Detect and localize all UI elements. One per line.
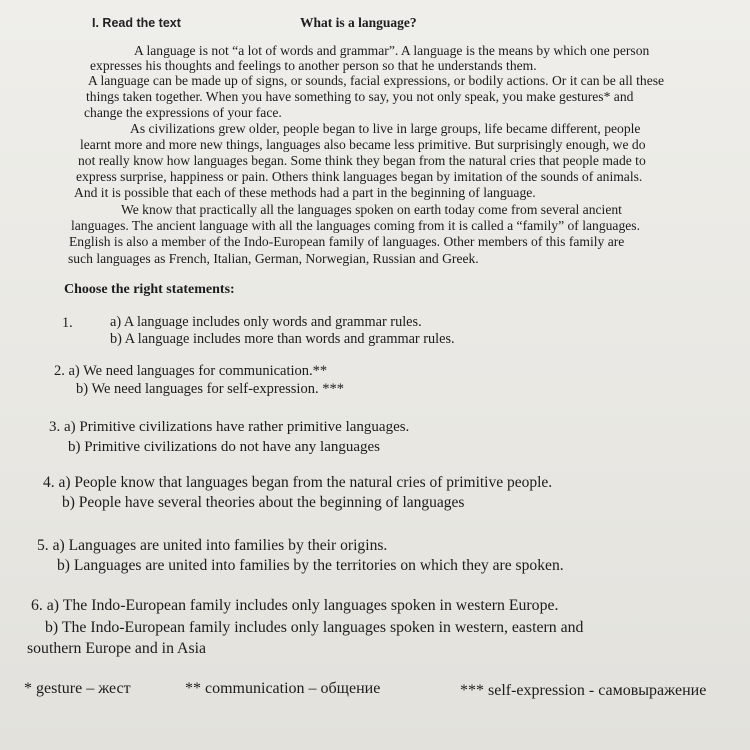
question-option: 4. a) People know that languages began from the natural cries of primitive people. [43,474,553,491]
question-option: b) Languages are united into families by the territories on which they are spoken. [57,557,564,574]
question-option: 2. a) We need languages for communication.** [54,363,328,379]
question-option: b) People have several theories about the beginning of languages [62,494,465,511]
question-option: a) A language includes only words and grammar rules. [110,314,422,330]
exercise-heading: Choose the right statements: [64,282,235,297]
question-option: southern Europe and in Asia [27,640,206,657]
page-title: What is a language? [300,15,417,30]
text-line: English is also a member of the Indo-European family of languages. Other members of this family are [69,234,625,249]
text-line: such languages as French, Italian, German, Norwegian, Russian and Greek. [68,251,479,266]
text-line: A language is not “a lot of words and grammar”. A language is the means by which one person [134,43,650,58]
text-line: A language can be made up of signs, or sounds, facial expressions, or bodily actions. Or it can be all these [88,73,665,88]
task-label: I. Read the text [92,16,181,30]
question-option: b) Primitive civilizations do not have any languages [68,439,381,455]
text-line: change the expressions of your face. [84,105,282,120]
glossary-item: ** communication – общение [185,680,381,697]
glossary-item: * gesture – жест [24,680,131,697]
text-line: not really know how languages began. Some think they began from the natural cries that people made to [78,153,646,168]
question-option: b) A language includes more than words and grammar rules. [110,331,455,347]
question-number: 1. [62,315,73,331]
text-line: languages. The ancient language with all the languages coming from it is called a “family” of languages. [71,218,640,233]
question-option: b) The Indo-European family includes only languages spoken in western, eastern and [45,619,584,636]
question-option: 6. a) The Indo-European family includes only languages spoken in western Europe. [31,597,559,614]
text-line: express surprise, happiness or pain. Others think languages began by imitation of the sounds of animals. [76,169,643,184]
text-line: learnt more and more new things, languages also became less primitive. But surprisingly enough, we do [80,137,646,152]
question-option: b) We need languages for self-expression. *** [76,381,344,397]
text-line: And it is possible that each of these methods had a part in the beginning of language. [74,185,536,200]
text-line: things taken together. When you have something to say, you not only speak, you make gestures* and [86,89,634,104]
question-option: 5. a) Languages are united into families by their origins. [37,537,388,554]
text-line: We know that practically all the languages spoken on earth today come from several ancient [121,202,622,217]
glossary-item: *** self-expression - самовыражение [460,682,707,699]
text-line: As civilizations grew older, people began to live in large groups, life became different, people [130,121,641,136]
text-line: expresses his thoughts and feelings to another person so that he understands them. [90,58,537,73]
question-option: 3. a) Primitive civilizations have rather primitive languages. [49,419,410,435]
